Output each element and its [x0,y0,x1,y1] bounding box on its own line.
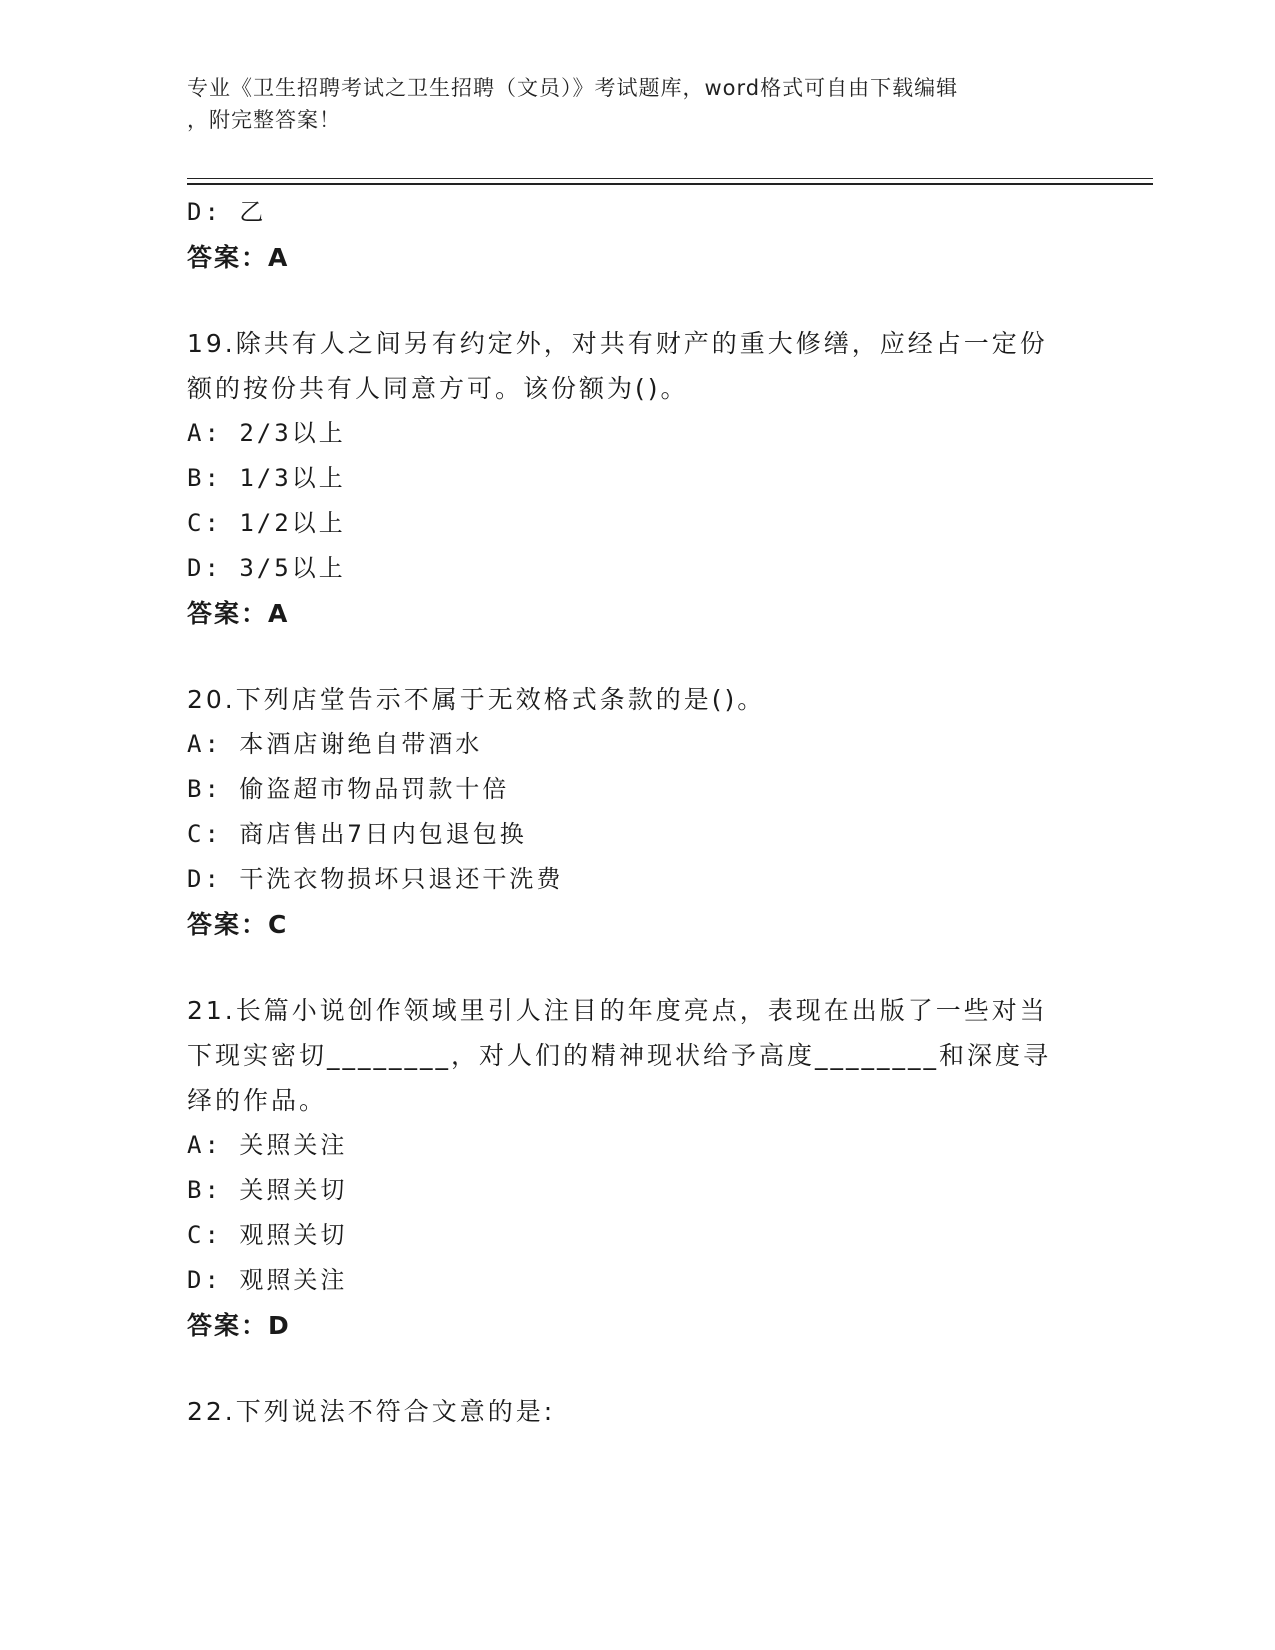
question-22 [187,1389,1087,1434]
header-divider-thin [187,178,1153,179]
answer-line: 答案：A [187,243,290,272]
option-d: D: 乙 [187,198,267,226]
question-stem [187,677,1087,722]
option-d: D: 3/5以上 [187,554,346,582]
option-a: A: 2/3以上 [187,419,346,447]
option-c: C: 商店售出7日内包退包换 [187,820,527,848]
option-b: B: 偷盗超市物品罚款十倍 [187,775,510,803]
question-stem [187,321,1087,411]
header-title-line-1: 专业《卫生招聘考试之卫生招聘（文员）》考试题库，word格式可自由下载编辑 [187,76,959,100]
stem-line: 绎的作品。 [187,1086,328,1115]
header-divider-thick [187,183,1153,185]
option-c: C: 1/2以上 [187,509,346,537]
stem-line: 21.长篇小说创作领域里引人注目的年度亮点，表现在出版了一些对当 [187,996,1048,1025]
option-b: B: 关照关切 [187,1176,348,1204]
answer-line: 答案：A [187,599,290,628]
question-19 [187,321,1087,637]
stem-line: 20.下列店堂告示不属于无效格式条款的是()。 [187,685,766,714]
option-d: D: 干洗衣物损坏只退还干洗费 [187,865,564,893]
question-stem [187,988,1087,1123]
stem-line: 额的按份共有人同意方可。该份额为()。 [187,374,689,403]
question-21 [187,988,1087,1349]
stem-line: 19.除共有人之间另有约定外，对共有财产的重大修缮，应经占一定份 [187,329,1048,358]
answer-line: 答案：D [187,1311,291,1340]
question-stem [187,1389,1087,1434]
header-title-line-2: ，附完整答案！ [187,108,341,132]
option-b: B: 1/3以上 [187,464,346,492]
question-20 [187,677,1087,948]
previous-question-tail [187,190,1087,281]
option-a: A: 本酒店谢绝自带酒水 [187,730,483,758]
option-a: A: 关照关注 [187,1131,348,1159]
option-c: C: 观照关切 [187,1221,348,1249]
page-header [187,72,1067,136]
question-list [187,190,1087,1434]
stem-line: 下现实密切________，对人们的精神现状给予高度________和深度寻 [187,1041,1052,1070]
stem-line: 22.下列说法不符合文意的是: [187,1397,556,1426]
answer-line: 答案：C [187,910,289,939]
option-d: D: 观照关注 [187,1266,348,1294]
